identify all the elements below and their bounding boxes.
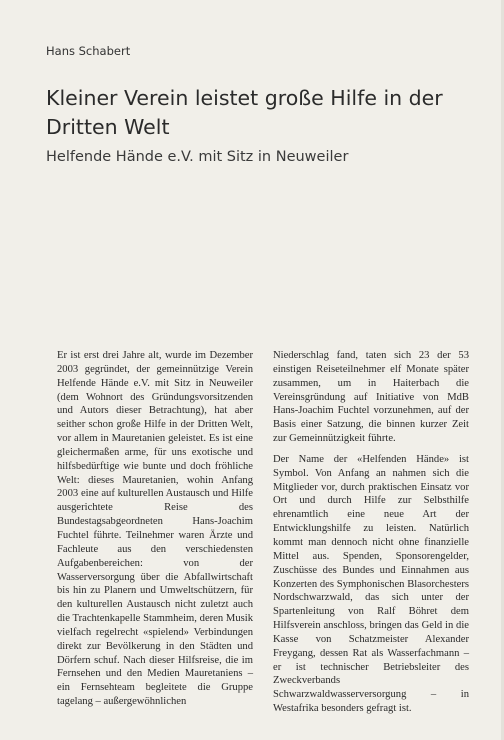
body-column-right <box>273 349 469 716</box>
paragraph: Niederschlag fand, taten sich 23 der 53 einstigen Reiseteilnehmer elf Monate später zusammen, um in Haiterbach die Vereinsgründung auf Initiative von MdB Hans-Joachim Fuchtel vorzunehmen, auf der Basis einer Satzung, die binnen kurzer Zeit zur Gemeinnützigkeit führte. <box>273 350 469 445</box>
article-title: Kleiner Verein leistet große Hilfe in der Dritten Welt <box>46 86 443 139</box>
paragraph: Er ist erst drei Jahre alt, wurde im Dezember 2003 gegründet, der gemeinnützige Verein Helfende Hände e.V. mit Sitz in Neuweiler (dem Wohnort des Gründungsvorsitzenden und Autors dieser Betrachtung), hat aber seither schon große Hilfe in der Dritten Welt, vor allem in Mauretanien geleistet. Es ist eine gleichermaßen arme, für uns exotische und hilfsbedürftige wie bunte und doch fröhliche Welt: dieses Mauretanien, wohin Anfang 2003 eine auf kulturellen Austausch und Hilfe ausgerichtete Reise des Bundestagsabgeordneten Hans-Joachim Fuchtel führte. Teilnehmer waren Ärzte und Fachleute aus den verschiedensten Aufgabenbereichen: von der Wasserversorgung über die Abfallwirtschaft bis hin zu Planern und Umweltschützern, für den kulturellen Austausch nicht zuletzt auch die Trachtenkapelle Stammheim, deren Musik vielfach regelrecht «spielend» Verbindungen direkt zur Bevölkerung in den Städten und Dörfern schuf. Nach dieser Hilfsreise, die im Fernsehen und den Medien Mauretaniens – ein Fernsehteam begleitete die Gruppe tagelang – außergewöhnlichen <box>57 350 253 708</box>
author-name: Hans Schabert <box>46 44 131 58</box>
paragraph: Der Name der «Helfenden Hände» ist Symbol. Von Anfang an nahmen sich die Mitglieder vor, durch praktischen Einsatz vor Ort und durch Hilfe zur Selbsthilfe ehrenamtlich eine neue Art der Entwicklungshilfe zu leisten. Natürlich kommt man dennoch nicht ohne finanzielle Mittel aus. Spenden, Sponsorengelder, Zuschüsse des Bundes und Einnahmen aus Konzerten des Symphonischen Blasorchesters Nordschwarzwald, das sich unter der Spartenleitung von Ralf Böhret dem Hilfsverein anschloss, bringen das Geld in die Kasse von Schatzmeister Alexander Freygang, dessen Rat als Wasserfachmann – er ist technischer Betriebsleiter des Zweckverbands Schwarzwaldwasserversorgung – in Westafrika besonders gefragt ist. <box>273 453 469 715</box>
article-subtitle: Helfende Hände e.V. mit Sitz in Neuweiler <box>46 149 349 165</box>
body-column-left <box>57 349 253 709</box>
